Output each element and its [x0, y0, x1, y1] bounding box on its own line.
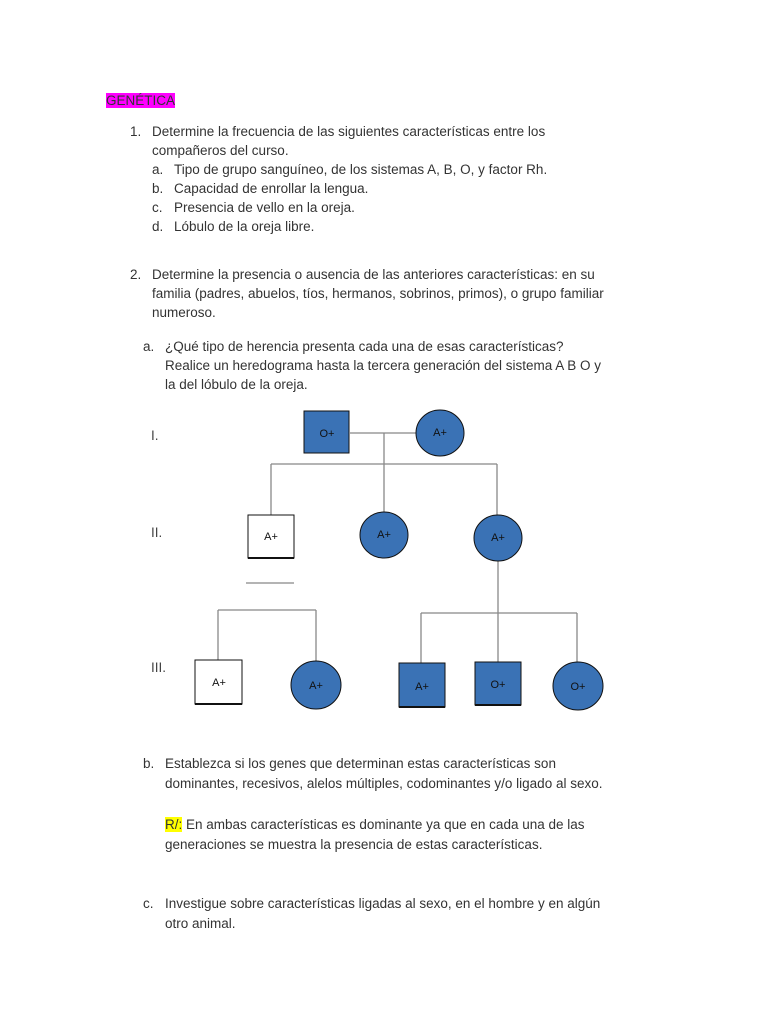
node-label: A+ [433, 427, 447, 439]
generation-label: I. [151, 428, 159, 443]
q1-text-line2: compañeros del curso. [152, 143, 289, 158]
gen1-father-square [304, 411, 349, 453]
q2a-text-line3: la del lóbulo de la oreja. [165, 377, 308, 392]
q2-text-line2: familia (padres, abuelos, tíos, hermanos, sobrinos, primos), o grupo familiar [152, 286, 604, 301]
q2b-answer-line1 [165, 815, 585, 835]
node-label: A+ [415, 681, 429, 693]
q2b-text-line2: dominantes, recesivos, alelos múltiples, codominantes y/o ligado al sexo. [165, 776, 603, 791]
q2b-text-line1: Establezca si los genes que determinan estas características son [165, 756, 556, 771]
q1-number: 1. [130, 124, 142, 139]
q1-item-text: Tipo de grupo sanguíneo, de los sistemas A, B, O, y factor Rh. [174, 162, 548, 177]
q2b-letter: b. [143, 756, 155, 771]
q2-number: 2. [130, 267, 142, 282]
answer-label: R/: [165, 817, 183, 832]
q2a-letter: a. [143, 339, 155, 354]
q1-item-letter: d. [152, 219, 164, 234]
gen3-male-square [195, 660, 242, 704]
q1-item-letter: c. [152, 200, 163, 215]
q1-item-text: Presencia de vello en la oreja. [174, 200, 355, 215]
q2a-text-line2: Realice un heredograma hasta la tercera generación del sistema A B O y [165, 358, 601, 373]
gen3-male-square [475, 662, 521, 705]
node-label: O+ [490, 679, 506, 691]
node-label: A+ [212, 677, 226, 689]
q2-text-line3: numeroso. [152, 305, 216, 320]
generation-label: II. [151, 525, 163, 540]
gen2-female-circle [360, 512, 408, 558]
q2c-text-line1: Investigue sobre características ligadas al sexo, en el hombre y en algún [165, 896, 601, 911]
page-title: GENÉTICA [106, 93, 176, 108]
gen2-male-square [248, 515, 294, 558]
q2b-answer-line2: generaciones se muestra la presencia de estas características. [165, 837, 543, 852]
node-label: A+ [309, 680, 323, 692]
gen3-female-circle [291, 661, 341, 709]
q1-item-letter: a. [152, 162, 164, 177]
node-label: A+ [491, 532, 505, 544]
q2c-text-line2: otro animal. [165, 916, 236, 931]
node-label: A+ [377, 529, 391, 541]
gen2-female-circle [474, 515, 522, 561]
q2a-text-line1: ¿Qué tipo de herencia presenta cada una de esas características? [165, 339, 564, 354]
q2-text-line1: Determine la presencia o ausencia de las anteriores características: en su [152, 267, 595, 282]
q1-item-letter: b. [152, 181, 164, 196]
answer-text: En ambas características es dominante ya que en cada una de las [182, 817, 585, 832]
node-label: O+ [570, 681, 586, 693]
node-label: A+ [264, 531, 278, 543]
q2c-letter: c. [143, 896, 154, 911]
gen3-male-square [399, 663, 445, 707]
q1-item-text: Lóbulo de la oreja libre. [174, 219, 315, 234]
q1-item-text: Capacidad de enrollar la lengua. [174, 181, 369, 196]
generation-label: III. [151, 660, 167, 675]
gen1-mother-circle [416, 410, 464, 456]
q1-text-line1: Determine la frecuencia de las siguientes características entre los [152, 124, 546, 139]
gen3-female-circle [553, 662, 603, 710]
node-label: O+ [319, 428, 335, 440]
